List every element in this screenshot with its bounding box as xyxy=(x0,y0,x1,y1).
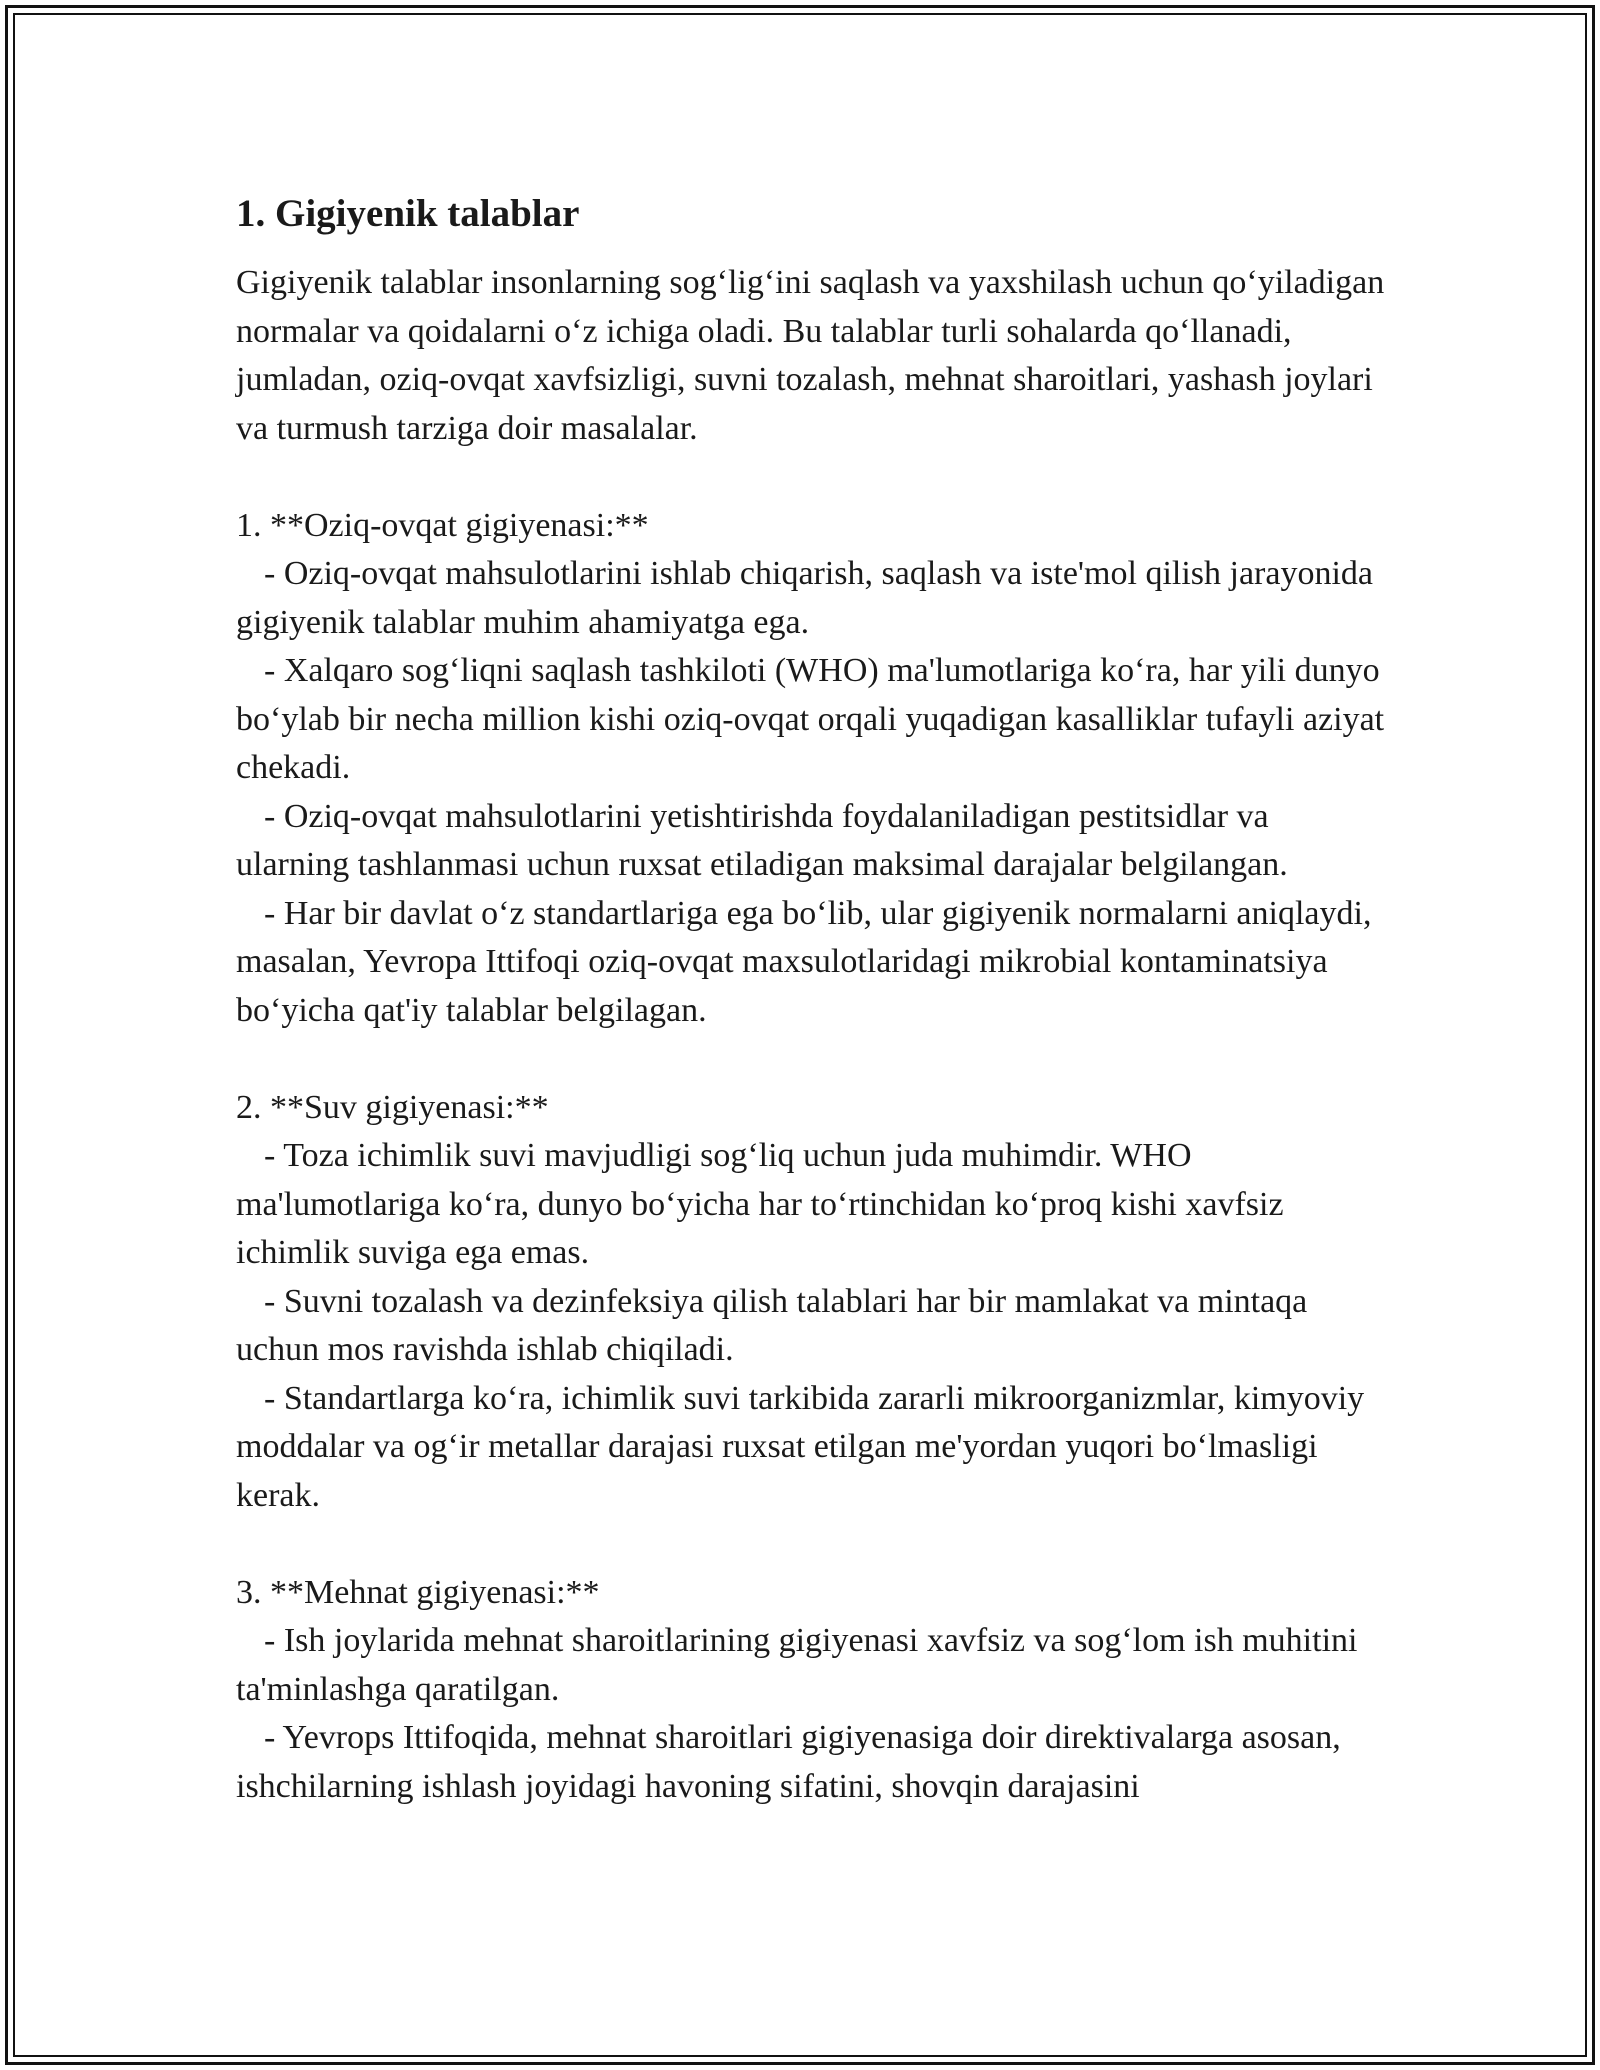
section-heading: 2. **Suv gigiyenasi:** xyxy=(236,1088,549,1126)
list-item: - Toza ichimlik suvi mavjudligi sog‘liq uchun juda muhimdir. WHO ma'lumotlariga ko‘ra, dunyo bo‘yicha har to‘rtinchidan ko‘proq kishi xavfsiz ichimlik suviga ega emas. xyxy=(236,1137,1284,1271)
spacer xyxy=(236,453,1386,502)
list-item: - Xalqaro sog‘liqni saqlash tashkiloti (WHO) ma'lumotlariga ko‘ra, har yili dunyo bo‘ylab bir necha million kishi oziq-ovqat orqali yuqadigan kasalliklar tufayli aziyat chekadi. xyxy=(236,652,1385,786)
list-item: - Oziq-ovqat mahsulotlarini yetishtirishda foydalaniladigan pestitsidlar va ularning tashlanmasi uchun ruxsat etiladigan maksimal darajalar belgilangan. xyxy=(236,797,1288,883)
list-item: - Har bir davlat o‘z standartlariga ega bo‘lib, ular gigiyenik normalarni aniqlaydi, masalan, Yevropa Ittifoqi oziq-ovqat maxsulotlaridagi mikrobial kontaminatsiya bo‘yicha qat'iy talablar belgilagan. xyxy=(236,894,1372,1029)
list-item: - Yevrops Ittifoqida, mehnat sharoitlari gigiyenasiga doir direktivalarga asosan, ishchilarning ishlash joyidagi havoning sifatini, shovqin darajasini xyxy=(236,1719,1341,1805)
spacer xyxy=(236,1520,1386,1569)
section-heading: 3. **Mehnat gigiyenasi:** xyxy=(236,1573,600,1611)
document-body xyxy=(236,186,1386,1811)
list-item: - Oziq-ovqat mahsulotlarini ishlab chiqarish, saqlash va iste'mol qilish jarayonida gigiyenik talablar muhim ahamiyatga ega. xyxy=(236,555,1374,641)
spacer xyxy=(236,1035,1386,1084)
list-item: - Ish joylarida mehnat sharoitlarining gigiyenasi xavfsiz va sog‘lom ish muhitini ta'minlashga qaratilgan. xyxy=(236,1622,1358,1708)
list-item: - Standartlarga ko‘ra, ichimlik suvi tarkibida zararli mikroorganizmlar, kimyoviy moddalar va og‘ir metallar darajasi ruxsat etilgan me'yordan yuqori bo‘lmasligi kerak. xyxy=(236,1379,1365,1514)
intro-paragraph: Gigiyenik talablar insonlarning sog‘lig‘ini saqlash va yaxshilash uchun qo‘yiladigan normalar va qoidalarni o‘z ichiga oladi. Bu talablar turli sohalarda qo‘llanadi, jumladan, oziq-ovqat xavfsizligi, suvni tozalash, mehnat sharoitlari, yashash joylari va turmush tarziga doir masalalar. xyxy=(236,264,1385,447)
section-labor-hygiene xyxy=(236,1569,1386,1812)
section-food-hygiene xyxy=(236,502,1386,1036)
list-item: - Suvni tozalash va dezinfeksiya qilish talablari har bir mamlakat va mintaqa uchun mos ravishda ishlab chiqiladi. xyxy=(236,1282,1308,1368)
document-title: 1. Gigiyenik talablar xyxy=(236,192,580,235)
section-heading: 1. **Oziq-ovqat gigiyenasi:** xyxy=(236,506,649,544)
section-water-hygiene xyxy=(236,1084,1386,1521)
